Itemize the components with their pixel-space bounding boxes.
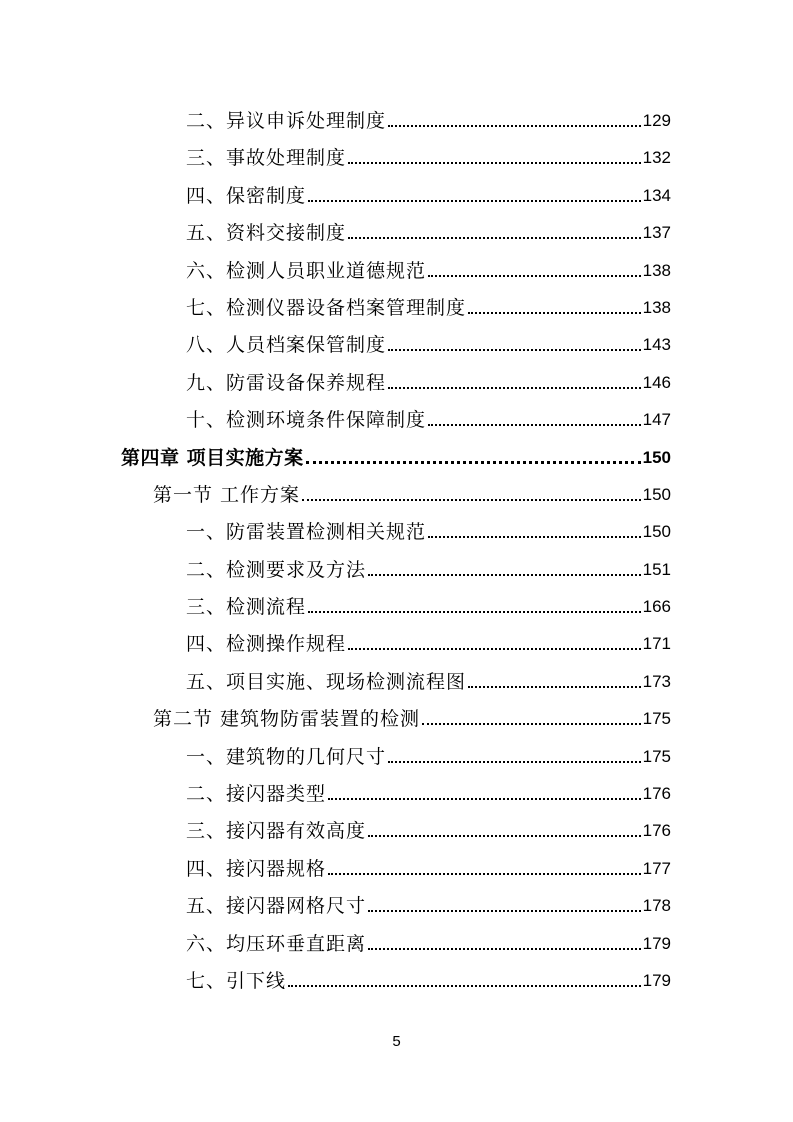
page-number: 5	[392, 1033, 401, 1050]
toc-chapter-entry[interactable]	[0, 438, 793, 475]
toc-entry-label: 二、检测要求及方法	[186, 558, 367, 581]
toc-entry[interactable]	[0, 624, 793, 661]
dot-leader	[468, 312, 641, 314]
toc-entry-page: 173	[642, 671, 671, 691]
toc-entry-page: 129	[642, 111, 671, 130]
toc-chapter-page: 150	[642, 447, 671, 467]
toc-entry-label: 四、接闪器规格	[186, 857, 327, 880]
dot-leader	[428, 275, 641, 277]
toc-entry-label: 四、检测操作规程	[186, 633, 347, 656]
toc-entry-label: 二、异议申诉处理制度	[186, 110, 387, 132]
toc-entry-label: 四、保密制度	[186, 184, 307, 207]
toc-entry-label: 三、事故处理制度	[186, 147, 347, 170]
toc-entry[interactable]	[0, 512, 793, 549]
toc-entry-label: 八、人员档案保管制度	[186, 334, 387, 357]
toc-entry-page: 179	[642, 970, 671, 990]
toc-entry-page: 147	[642, 410, 671, 430]
dot-leader	[388, 761, 641, 763]
toc-entry-label: 六、检测人员职业道德规范	[186, 259, 427, 282]
toc-entry[interactable]	[0, 101, 793, 138]
dot-leader	[388, 125, 641, 127]
toc-entry-label: 三、接闪器有效高度	[186, 820, 367, 843]
toc-entry-page: 171	[642, 634, 671, 654]
toc-section-page: 150	[642, 484, 671, 504]
toc-entry[interactable]	[0, 849, 793, 886]
dot-leader	[468, 686, 641, 688]
toc-entry-page: 143	[642, 335, 671, 355]
toc-entry-label: 一、建筑物的几何尺寸	[186, 745, 387, 768]
toc-entry[interactable]	[0, 550, 793, 587]
toc-entry-label: 六、均压环垂直距离	[186, 932, 367, 955]
dot-leader	[348, 162, 641, 164]
dot-leader	[428, 424, 641, 426]
toc-chapter-label: 第四章 项目实施方案	[121, 446, 304, 469]
toc-entry[interactable]	[0, 924, 793, 961]
toc-entry[interactable]	[0, 325, 793, 362]
dot-leader	[288, 985, 641, 987]
toc-entry[interactable]	[0, 774, 793, 811]
dot-leader	[328, 873, 641, 875]
dot-leader	[388, 387, 641, 389]
toc-entry[interactable]	[0, 662, 793, 699]
toc-entry-label: 二、接闪器类型	[186, 783, 327, 806]
toc-entry-label: 一、防雷装置检测相关规范	[186, 521, 427, 544]
dot-leader	[308, 611, 641, 613]
dot-leader	[302, 499, 641, 501]
toc-entry-page: 137	[642, 223, 671, 243]
toc-entry-page: 134	[642, 185, 671, 205]
dot-leader	[422, 723, 641, 725]
toc-entry-page: 151	[642, 559, 671, 579]
toc-entry[interactable]	[0, 587, 793, 624]
dot-leader	[428, 536, 641, 538]
dot-leader	[368, 948, 641, 950]
toc-section-label: 第一节 工作方案	[153, 483, 301, 506]
toc-entry-label: 五、接闪器网格尺寸	[186, 895, 367, 918]
dot-leader	[348, 648, 641, 650]
toc-entry[interactable]	[0, 138, 793, 175]
toc-entry[interactable]	[0, 737, 793, 774]
toc-entry-page: 179	[642, 933, 671, 953]
toc-entry-page: 176	[642, 821, 671, 841]
dot-leader	[388, 349, 641, 351]
toc-entry-page: 138	[642, 260, 671, 280]
toc-entry-page: 178	[642, 896, 671, 916]
toc-entry[interactable]	[0, 251, 793, 288]
toc-entry[interactable]	[0, 288, 793, 325]
dot-leader	[348, 237, 641, 239]
dot-leader	[368, 574, 641, 576]
toc-entry-page: 146	[642, 372, 671, 392]
toc-entry-page: 166	[642, 597, 671, 617]
toc-entry-page: 175	[642, 746, 671, 766]
toc-entry-label: 三、检测流程	[186, 596, 307, 619]
toc-entry[interactable]	[0, 886, 793, 923]
dot-leader	[306, 461, 641, 464]
dot-leader	[328, 798, 641, 800]
dot-leader	[368, 835, 641, 837]
table-of-contents	[0, 101, 793, 998]
toc-section-entry[interactable]	[0, 475, 793, 512]
toc-section-page: 175	[642, 709, 671, 729]
toc-entry-page: 132	[642, 148, 671, 168]
toc-entry[interactable]	[0, 213, 793, 250]
toc-entry[interactable]	[0, 363, 793, 400]
dot-leader	[368, 910, 641, 912]
toc-entry[interactable]	[0, 176, 793, 213]
toc-section-label: 第二节 建筑物防雷装置的检测	[153, 708, 421, 731]
toc-entry-label: 九、防雷设备保养规程	[186, 371, 387, 394]
toc-entry-page: 177	[642, 858, 671, 878]
toc-entry-label: 七、检测仪器设备档案管理制度	[186, 296, 467, 319]
toc-entry[interactable]	[0, 811, 793, 848]
toc-entry[interactable]	[0, 400, 793, 437]
toc-entry-label: 五、资料交接制度	[186, 222, 347, 245]
toc-entry[interactable]	[0, 961, 793, 998]
toc-entry-label: 十、检测环境条件保障制度	[186, 409, 427, 432]
toc-entry-label: 五、项目实施、现场检测流程图	[186, 670, 467, 693]
toc-entry-page: 138	[642, 297, 671, 317]
toc-entry-label: 七、引下线	[186, 969, 287, 992]
dot-leader	[308, 200, 641, 202]
toc-entry-page: 176	[642, 784, 671, 804]
toc-entry-page: 150	[642, 522, 671, 542]
toc-section-entry[interactable]	[0, 699, 793, 736]
